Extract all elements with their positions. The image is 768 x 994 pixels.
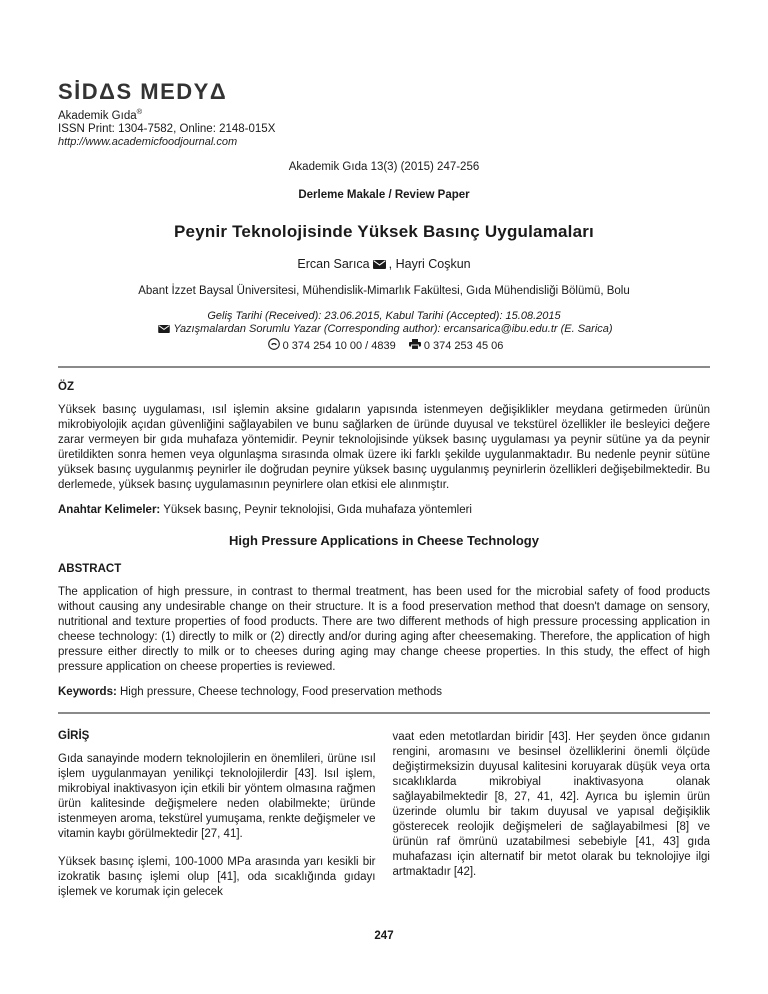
mail-icon	[373, 258, 386, 272]
authors-line	[58, 257, 710, 272]
anahtar-kelimeler-label: Anahtar Kelimeler:	[58, 504, 161, 517]
article-title: Peynir Teknolojisinde Yüksek Basınç Uygulamaları	[174, 221, 594, 241]
fax-icon	[409, 339, 421, 355]
giris-heading: GİRİŞ	[58, 730, 90, 743]
left-column	[58, 730, 376, 900]
fax-number: 0 374 253 45 06	[423, 339, 504, 352]
header-divider	[58, 366, 710, 368]
author-names-rest: , Hayri Coşkun	[388, 256, 471, 271]
anahtar-kelimeler-line	[58, 504, 710, 516]
section-divider	[58, 712, 710, 714]
article-meta	[58, 310, 710, 355]
registered-trademark: ®	[136, 107, 143, 116]
publisher-logo: SİDΔS MEDYΔ	[58, 79, 228, 104]
keywords-value: High pressure, Cheese technology, Food preservation methods	[116, 686, 442, 699]
body-columns	[58, 730, 710, 900]
citation-line: Akademik Gıda 13(3) (2015) 247-256	[288, 160, 480, 173]
publisher-block	[58, 80, 710, 148]
mail-icon	[158, 324, 170, 338]
keywords-label: Keywords:	[58, 686, 117, 699]
author-name: Ercan Sarıca	[297, 256, 370, 271]
page-number: 247	[374, 930, 394, 942]
phone-icon	[268, 338, 280, 355]
right-column	[393, 730, 711, 900]
oz-heading: ÖZ	[58, 381, 74, 394]
phone-fax-line	[58, 338, 710, 355]
article-type: Derleme Makale / Review Paper	[298, 188, 470, 201]
phone-number: 0 374 254 10 00 / 4839	[282, 339, 396, 352]
body-paragraph: Yüksek basınç işlemi, 100-1000 MPa arasında yarı kesikli bir izokratik basınç işlemi olup [41], oda sıcaklığında gıdayı işlemek ve korumak için gelecek	[58, 856, 376, 899]
journal-url: http://www.academicfoodjournal.com	[58, 135, 238, 148]
anahtar-kelimeler-value: Yüksek basınç, Peynir teknolojisi, Gıda muhafaza yöntemleri	[160, 504, 472, 517]
keywords-line	[58, 686, 710, 698]
abstract-heading: ABSTRACT	[58, 563, 122, 576]
issn-line: ISSN Print: 1304-7582, Online: 2148-015X	[58, 122, 276, 135]
oz-body: Yüksek basınç uygulaması, ısıl işlemin aksine gıdaların yapısında istenmeyen değişiklikler meydana getirmeden ürünün mikrobiyolojik açıdan güvenliğini sağlayabilen ve bunu sağlarken de üründe duyusal ve tekstürel özellikler ile besleyici değere zarar vermeyen bir gıda muhafaza yöntemidir. Peynir teknolojisinde yüksek basınç uygulaması ya peynir sütüne ya da peynir üretildikten sonra hemen veya olgunlaşma sırasında olmak üzere iki farklı şekilde uygulanmaktadır. Bu nedenle peynir sütüne yüksek basınç uygulanmış peynirler ile doğrudan peynire yüksek basınç uygulanmış peynirlerin özellikleri değişebilmektedir. Bu derlemede, yüksek basınç uygulamasının peynirlere olan etkisi ele alınmıştır.	[58, 404, 710, 492]
affiliation-line: Abant İzzet Baysal Üniversitesi, Mühendislik-Mimarlık Fakültesi, Gıda Mühendisliği Bölümü, Bolu	[138, 284, 630, 297]
journal-name: Akademik Gıda®	[58, 107, 143, 122]
corresponding-line: Yazışmalardan Sorumlu Yazar (Corresponding author): ercansarica@ibu.edu.tr (E. Sarica)	[58, 323, 710, 338]
abstract-body: The application of high pressure, in contrast to thermal treatment, has been used for the microbial safety of food products without causing any undesirable change on their structure. It is a food preservation method that doesn't damage on sensory, nutritional and texture properties of food products. There are two different methods of high pressure processing application in cheese technology: (1) directly to milk or (2) directly and/or during aging after cheesemaking. Therefore, the application of high pressure either directly to milk or to cheeses during aging may change cheese properties. In this study, the effect of high pressure application on cheese properties is reviewed.	[58, 586, 710, 674]
body-paragraph: Gıda sanayinde modern teknolojilerin en önemlileri, ürüne ısıl işlem uygulanmayan yenilikçi teknolojilerdir [43]. Isıl işlem, mikrobiyal inaktivasyon için etkili bir yöntem olmasına rağmen ürün kalitesinde değişmelere neden olabilmekte; üründe istenmeyen aroma, tekstürel yumuşama, renkte değişmeler ve vitamin kaybı görülmektedir [27, 41].	[58, 753, 376, 841]
english-title: High Pressure Applications in Cheese Technology	[229, 533, 539, 549]
dates-line: Geliş Tarihi (Received): 23.06.2015, Kabul Tarihi (Accepted): 15.08.2015	[207, 309, 561, 322]
body-paragraph: vaat eden metotlardan biridir [43]. Her şeyden önce gıdanın rengini, aromasını ve besinsel özelliklerini önemli ölçüde değiştirmeksizin duyusal kalitesini koruyarak düşük veya orta sıcaklıklarda mikrobiyal inaktivasyona olanak sağlayabilmektedir [8, 27, 41, 42]. Ayrıca bu işlemin ürün üzerinde olumlu bir takım duyusal ve yapısal değişiklik gösterecek reolojik değişmeleri de sağlayabilmesi [8] ve ürünün raf ömrünü uzatabilmesi sebebiyle [41, 43] gıda muhafazası için alternatif bir metot olarak bu teknolojiye ilgi artmaktadır [42].	[392, 731, 710, 879]
